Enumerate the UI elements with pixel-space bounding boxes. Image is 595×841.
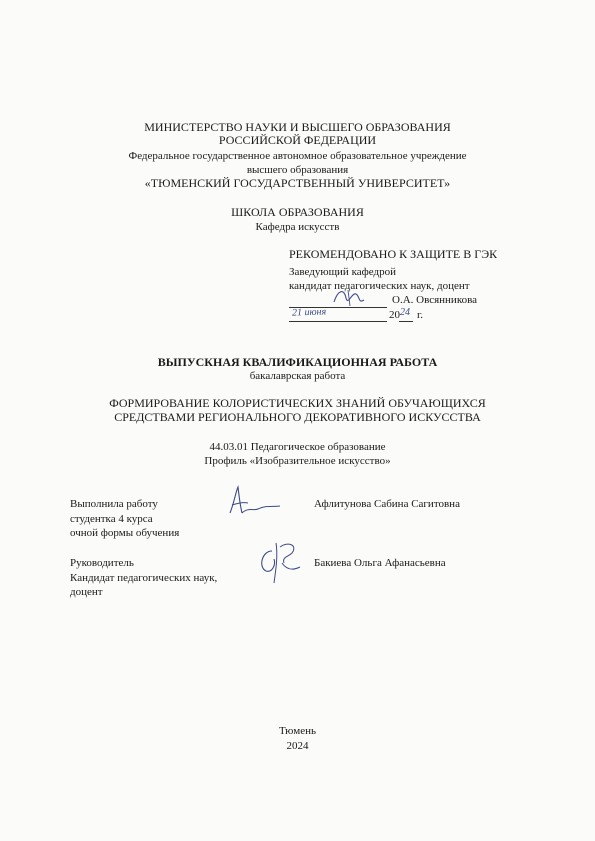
specialty-profile: Профиль «Изобразительное искусство» <box>204 455 391 467</box>
work-title-line-2: СРЕДСТВАМИ РЕГИОНАЛЬНОГО ДЕКОРАТИВНОГО ИСКУССТВА <box>114 410 481 424</box>
supervisor-signature-icon <box>252 537 308 587</box>
author-name: Афлитунова Сабина Сагитовна <box>314 498 460 510</box>
ministry-line-2: РОССИЙСКОЙ ФЕДЕРАЦИИ <box>218 133 377 147</box>
supervisor-name: Бакиева Ольга Афанасьевна <box>314 557 446 569</box>
supervisor-label-3: доцент <box>70 586 103 598</box>
work-level: бакалаврская работа <box>249 370 346 382</box>
approval-year-line <box>399 321 413 322</box>
approval-year-handwritten: 24 <box>400 307 410 318</box>
ministry-line-1: МИНИСТЕРСТВО НАУКИ И ВЫСШЕГО ОБРАЗОВАНИЯ <box>144 120 451 134</box>
author-label-1: Выполнила работу <box>70 498 158 510</box>
school-name: ШКОЛА ОБРАЗОВАНИЯ <box>231 205 364 219</box>
department-name: Кафедра искусств <box>255 221 340 233</box>
work-title-line-1: ФОРМИРОВАНИЕ КОЛОРИСТИЧЕСКИХ ЗНАНИЙ ОБУЧАЮЩИХСЯ <box>109 396 486 410</box>
approval-date-handwritten: 21 июня <box>291 306 327 319</box>
approval-head-name: О.А. Овсянникова <box>392 294 478 306</box>
specialty-code: 44.03.01 Педагогическое образование <box>209 441 386 453</box>
author-label-2: студентка 4 курса <box>70 513 153 525</box>
approval-year-prefix: 20 <box>389 309 400 321</box>
approval-date-line <box>289 321 387 322</box>
work-type: ВЫПУСКНАЯ КВАЛИФИКАЦИОННАЯ РАБОТА <box>157 355 438 369</box>
university-name: «ТЮМЕНСКИЙ ГОСУДАРСТВЕННЫЙ УНИВЕРСИТЕТ» <box>144 176 451 190</box>
approval-heading: РЕКОМЕНДОВАНО К ЗАЩИТЕ В ГЭК <box>289 247 498 261</box>
approval-signature-icon <box>330 284 370 310</box>
institution-line-2: высшего образования <box>246 164 349 176</box>
author-signature-icon <box>222 483 284 521</box>
supervisor-label-1: Руководитель <box>70 557 134 569</box>
approval-head-title: Заведующий кафедрой <box>289 266 396 278</box>
supervisor-label-2: Кандидат педагогических наук, <box>70 572 218 584</box>
author-label-3: очной формы обучения <box>70 527 180 539</box>
footer-year: 2024 <box>286 740 309 752</box>
approval-year-unit: г. <box>417 309 424 321</box>
institution-line-1: Федеральное государственное автономное образовательное учреждение <box>128 150 467 162</box>
approval-degree: кандидат педагогических наук, доцент <box>289 280 470 292</box>
footer-city: Тюмень <box>279 725 316 737</box>
